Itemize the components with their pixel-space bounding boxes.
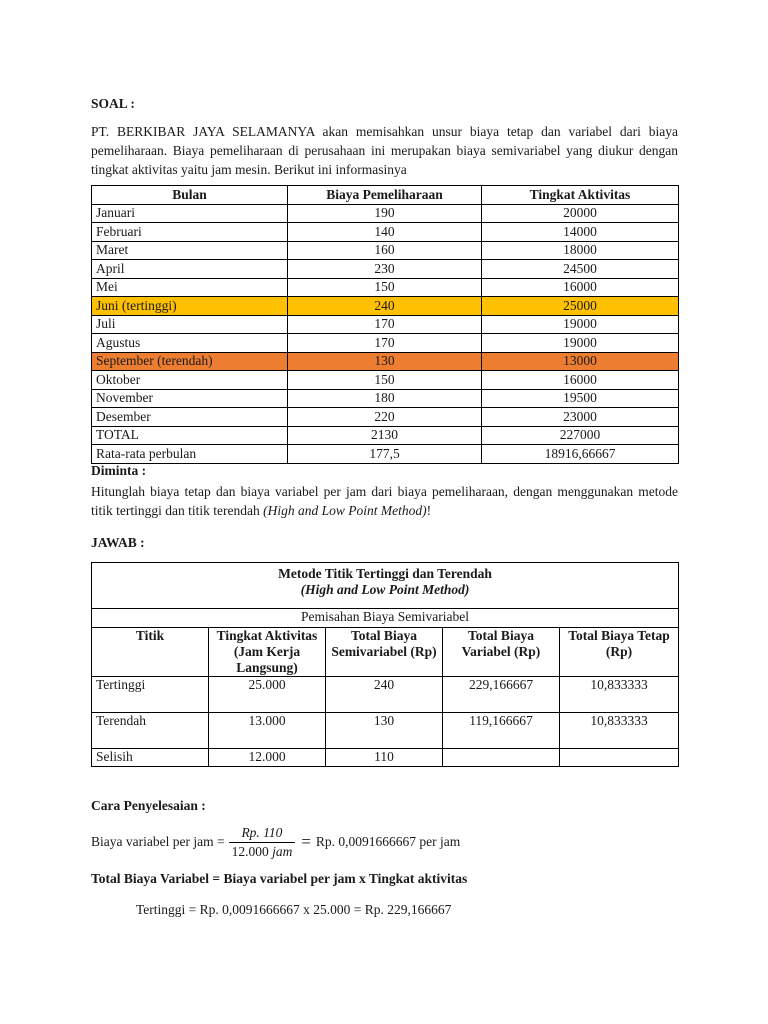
- cell: 25000: [482, 297, 679, 316]
- cell: April: [92, 260, 288, 279]
- cell: 16000: [482, 278, 679, 297]
- table-row: [92, 749, 679, 767]
- table-row: [92, 389, 679, 408]
- cell: 25.000: [209, 677, 326, 713]
- cell: 240: [288, 297, 482, 316]
- cell: 10,833333: [560, 713, 679, 749]
- cell: Rata-rata perbulan: [92, 445, 288, 464]
- diminta-end: !: [426, 503, 432, 518]
- cell: 110: [326, 749, 443, 767]
- formula-label: Biaya variabel per jam =: [91, 834, 225, 849]
- cell: Juli: [92, 315, 288, 334]
- cell: Desember: [92, 408, 288, 427]
- cell: 20000: [482, 204, 679, 223]
- table-row: [92, 371, 679, 390]
- method-name: (High and Low Point Method): [263, 503, 427, 518]
- cara-heading: Cara Penyelesaian :: [91, 798, 206, 813]
- table-row: [92, 241, 679, 260]
- formula-numerator: Rp. 110: [229, 825, 296, 843]
- table-row: [92, 445, 679, 464]
- formula-denominator: [229, 843, 296, 860]
- table2-title: Metode Titik Tertinggi dan Terendah: [278, 566, 492, 581]
- cell: [443, 749, 560, 767]
- table-row: [92, 260, 679, 279]
- cell: Februari: [92, 223, 288, 242]
- cell: 240: [326, 677, 443, 713]
- table-header-row: [92, 186, 679, 205]
- table-row: [92, 223, 679, 242]
- cell: 10,833333: [560, 677, 679, 713]
- cell: TOTAL: [92, 426, 288, 445]
- cell: 130: [288, 352, 482, 371]
- header-tingkat-aktivitas-jam: Tingkat Aktivitas (Jam Kerja Langsung): [209, 628, 326, 677]
- high-low-method-table: [91, 562, 679, 767]
- cell: 24500: [482, 260, 679, 279]
- table-row: [92, 677, 679, 713]
- cell: Terendah: [92, 713, 209, 749]
- header-total-biaya-variabel: Total Biaya Variabel (Rp): [443, 628, 560, 677]
- cell: Juni (tertinggi): [92, 297, 288, 316]
- cell: 23000: [482, 408, 679, 427]
- cell: 160: [288, 241, 482, 260]
- cell: November: [92, 389, 288, 408]
- table2-subtitle: (High and Low Point Method): [300, 582, 470, 597]
- cell: Tertinggi: [92, 677, 209, 713]
- diminta-text: [91, 482, 678, 520]
- table-row: [92, 408, 679, 427]
- cell: 230: [288, 260, 482, 279]
- cell: 13.000: [209, 713, 326, 749]
- denominator-unit: jam: [272, 843, 293, 859]
- tertinggi-calculation: Tertinggi = Rp. 0,0091666667 x 25.000 = Rp. 229,166667: [136, 902, 452, 917]
- cell: 180: [288, 389, 482, 408]
- table-row: [92, 278, 679, 297]
- cell: 170: [288, 315, 482, 334]
- soal-heading: SOAL :: [91, 96, 135, 111]
- total-variable-cost-title: Total Biaya Variabel = Biaya variabel per jam x Tingkat aktivitas: [91, 871, 468, 886]
- cell: [560, 749, 679, 767]
- formula-equals: =: [301, 832, 311, 851]
- cell: 140: [288, 223, 482, 242]
- header-total-biaya-tetap: Total Biaya Tetap (Rp): [560, 628, 679, 677]
- formula-result: Rp. 0,0091666667 per jam: [315, 834, 461, 849]
- cell: 12.000: [209, 749, 326, 767]
- cell: Januari: [92, 204, 288, 223]
- cell: 150: [288, 371, 482, 390]
- header-total-biaya-semivariabel: Total Biaya Semivariabel (Rp): [326, 628, 443, 677]
- cell: 14000: [482, 223, 679, 242]
- jawab-heading: JAWAB :: [91, 535, 145, 550]
- diminta-body: Hitunglah biaya tetap dan biaya variabel per jam dari biaya pemeliharaan, dengan menggunakan metode titik tertinggi dan titik terendah: [91, 484, 678, 518]
- cell: 170: [288, 334, 482, 353]
- table-row: [92, 334, 679, 353]
- cell: Agustus: [92, 334, 288, 353]
- cell: Mei: [92, 278, 288, 297]
- cell: 177,5: [288, 445, 482, 464]
- soal-paragraph: PT. BERKIBAR JAYA SELAMANYA akan memisahkan unsur biaya tetap dan variabel dari biaya pemeliharaan. Biaya pemeliharaan di perusahaan ini merupakan biaya semivariabel yang diukur dengan tingkat aktivitas yaitu jam mesin. Berikut ini informasinya: [91, 124, 678, 177]
- cell: 150: [288, 278, 482, 297]
- table2-section: Pemisahan Biaya Semivariabel: [92, 609, 679, 628]
- denominator-value: 12.000: [231, 843, 269, 859]
- cell: 130: [326, 713, 443, 749]
- formula-fraction: [229, 825, 296, 860]
- diminta-heading: Diminta :: [91, 463, 147, 478]
- cell: 220: [288, 408, 482, 427]
- table2-header-row: [92, 628, 679, 677]
- table-row: [92, 297, 679, 316]
- header-titik: Titik: [92, 628, 209, 677]
- table-row: [92, 713, 679, 749]
- header-bulan: Bulan: [92, 186, 288, 205]
- cell: 13000: [482, 352, 679, 371]
- cell: 19000: [482, 334, 679, 353]
- maintenance-cost-table: [91, 185, 679, 464]
- cell: 19000: [482, 315, 679, 334]
- table2-title-cell: [92, 563, 679, 609]
- cell: 18000: [482, 241, 679, 260]
- table2-title-row: [92, 563, 679, 609]
- cell: 18916,66667: [482, 445, 679, 464]
- table2-section-row: [92, 609, 679, 628]
- table-row: [92, 315, 679, 334]
- cell: 227000: [482, 426, 679, 445]
- cell: September (terendah): [92, 352, 288, 371]
- header-biaya-pemeliharaan: Biaya Pemeliharaan: [288, 186, 482, 205]
- header-tingkat-aktivitas: Tingkat Aktivitas: [482, 186, 679, 205]
- cell: 229,166667: [443, 677, 560, 713]
- cell: Selisih: [92, 749, 209, 767]
- cell: 119,166667: [443, 713, 560, 749]
- cell: Oktober: [92, 371, 288, 390]
- table-row: [92, 352, 679, 371]
- table-row: [92, 204, 679, 223]
- variable-cost-formula: [91, 822, 460, 862]
- cell: 190: [288, 204, 482, 223]
- table-row: [92, 426, 679, 445]
- cell: 2130: [288, 426, 482, 445]
- cell: Maret: [92, 241, 288, 260]
- cell: 19500: [482, 389, 679, 408]
- cell: 16000: [482, 371, 679, 390]
